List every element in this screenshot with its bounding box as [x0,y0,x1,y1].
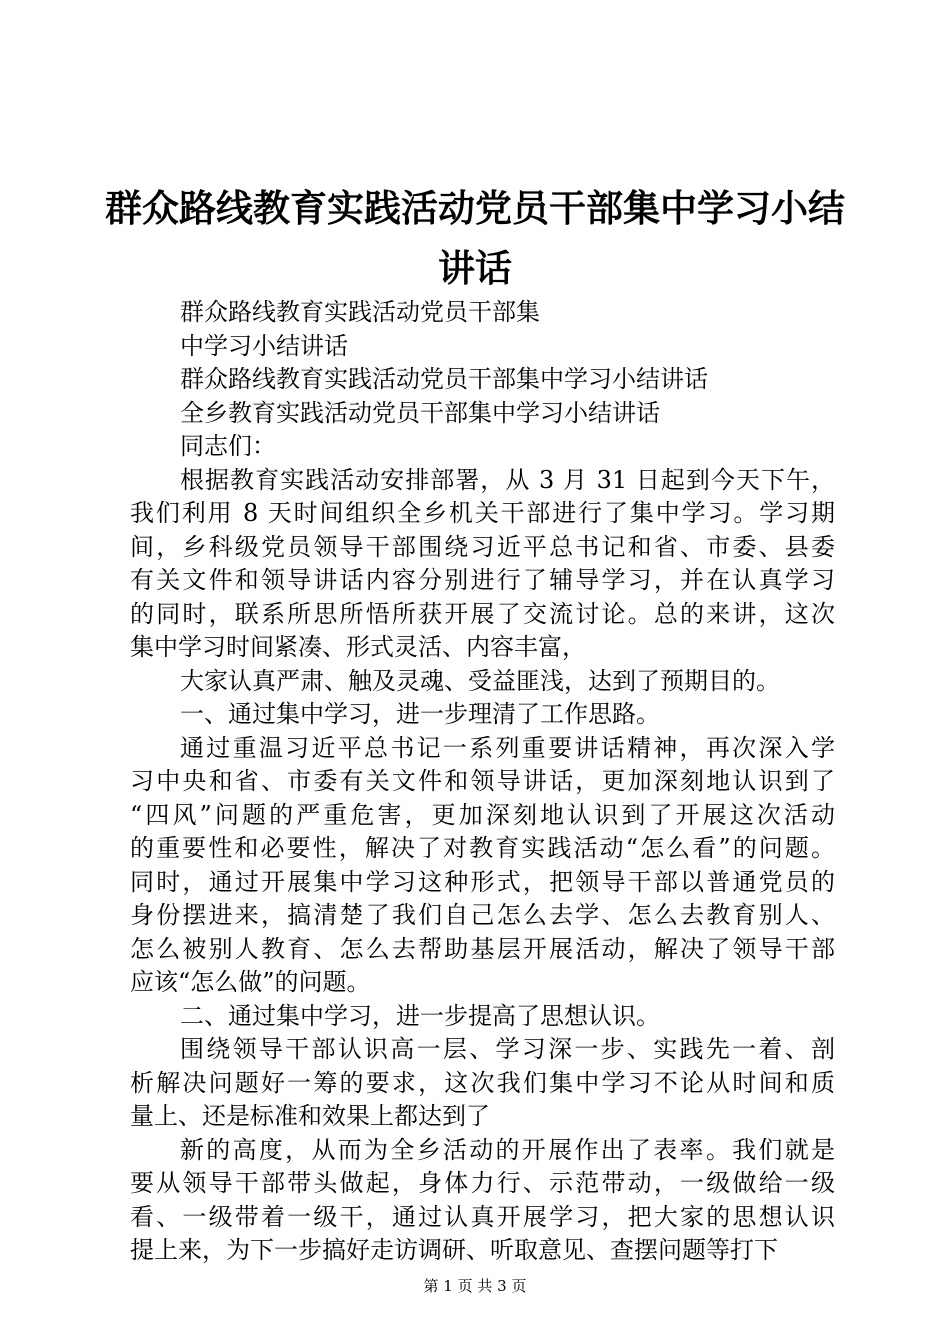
body-line: 二、通过集中学习，进一步提高了思想认识。 [180,1001,660,1030]
body-line: 群众路线教育实践活动党员干部集 [180,298,540,326]
body-line: 有关文件和领导讲话内容分别进行了辅导学习，并在认真学习 [130,566,835,594]
body-line: 要从领导干部带头做起，身体力行、示范带动，一级做给一级 [130,1169,835,1197]
body-line: 量上、还是标准和效果上都达到了 [130,1102,490,1130]
body-line: 通过重温习近平总书记一系列重要讲话精神，再次深入学 [180,733,835,762]
body-line: 应该“怎么做”的问题。 [130,968,371,996]
document-title-line2: 讲话 [438,246,512,290]
body-line: 群众路线教育实践活动党员干部集中学习小结讲话 [180,365,708,393]
body-line: 看、一级带着一级干，通过认真开展学习，把大家的思想认识 [130,1202,835,1231]
body-line: 的同时，联系所思所悟所获开展了交流讨论。总的来讲，这次 [130,599,835,628]
body-line: 的重要性和必要性，解决了对教育实践活动“怎么看”的问题。 [130,834,835,862]
body-line: 我们利用 8 天时间组织全乡机关干部进行了集中学习。学习期 [130,499,835,527]
body-line: 同时，通过开展集中学习这种形式，把领导干部以普通党员的 [130,867,835,896]
body-line: 身份摆进来，搞清楚了我们自己怎么去学、怎么去教育别人、 [130,901,835,929]
document-title-line1: 群众路线教育实践活动党员干部集中学习小结 [105,186,845,230]
body-line: 一、通过集中学习，进一步理清了工作思路。 [180,700,660,728]
body-line: 围绕领导干部认识高一层、学习深一步、实践先一着、剖 [180,1035,835,1063]
page-footer: 第 1 页 共 3 页 [423,1277,527,1295]
body-line: 集中学习时间紧凑、形式灵活、内容丰富， [130,633,586,661]
body-line: 提上来，为下一步搞好走访调研、听取意见、查摆问题等打下 [130,1236,778,1264]
body-line: 同志们： [180,432,276,460]
body-line: 大家认真严肃、触及灵魂、受益匪浅，达到了预期目的。 [180,666,780,695]
body-line: 析解决问题好一筹的要求，这次我们集中学习不论从时间和质 [130,1068,835,1097]
document-body [130,296,835,1268]
body-line: 习中央和省、市委有关文件和领导讲话，更加深刻地认识到了 [130,767,835,795]
body-line: “四风”问题的严重危害，更加深刻地认识到了开展这次活动 [130,800,835,829]
body-line: 全乡教育实践活动党员干部集中学习小结讲话 [180,398,660,427]
body-line: 新的高度，从而为全乡活动的开展作出了表率。我们就是 [180,1135,835,1164]
body-line: 中学习小结讲话 [180,331,348,360]
body-line: 间，乡科级党员领导干部围绕习近平总书记和省、市委、县委 [130,532,835,561]
body-line: 根据教育实践活动安排部署，从 3 月 31 日起到今天下午， [180,465,835,494]
body-line: 怎么被别人教育、怎么去帮助基层开展活动，解决了领导干部 [130,934,835,963]
